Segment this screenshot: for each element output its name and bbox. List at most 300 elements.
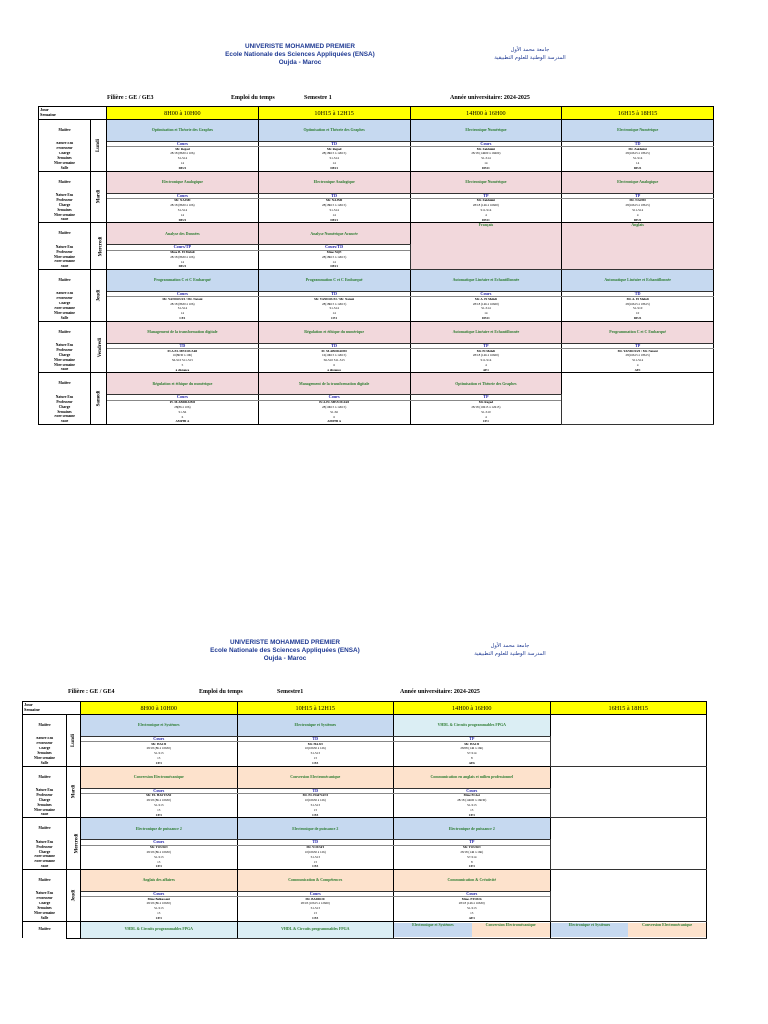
row-label: Nature Ens xyxy=(39,193,91,198)
row-label: Charge xyxy=(39,152,91,157)
detail-prof: Mr. NAJMI xyxy=(107,198,259,203)
detail-charge: 28(18h15 à 12h15) xyxy=(258,255,410,260)
detail-charge: 28(16h15 à 18h15) xyxy=(562,353,714,358)
row-label: Nature Ens xyxy=(23,891,67,896)
detail-type: Cours xyxy=(107,395,259,400)
detail-salle: CE3 xyxy=(81,865,238,870)
subject-cell xyxy=(258,171,410,193)
row-label: Nbre semaine xyxy=(23,756,67,761)
slot-header-row xyxy=(39,107,714,120)
detail-nbre: 14 xyxy=(107,161,259,166)
detail-weeks: S1-S13 xyxy=(81,855,238,860)
detail-nbre: 13 xyxy=(81,808,238,813)
subject-cell xyxy=(562,321,714,343)
detail-prof: Mr. HAJJI xyxy=(394,742,551,747)
row-label: Charge xyxy=(23,902,67,907)
detail-salle: CE3 xyxy=(237,761,394,766)
day-row-lundi xyxy=(39,120,714,142)
subject-name: Analyse des Données xyxy=(165,231,200,236)
day-name xyxy=(91,171,107,223)
detail-prof: Mr. EL HAFYANI xyxy=(237,793,394,798)
detail-charge: 28/18 (14h à 16h30) xyxy=(394,902,551,907)
detail-charge: 10(10h30 à 12h) xyxy=(237,747,394,752)
jour-label: Jour xyxy=(40,107,49,113)
day-label: Vendredi xyxy=(98,337,104,357)
detail-nbre: 4 xyxy=(562,213,714,218)
day-label: Jeudi xyxy=(71,889,77,902)
detail-type: TP xyxy=(562,193,714,198)
row-label: Nature Ens xyxy=(39,343,91,348)
detail-type: TP xyxy=(562,343,714,348)
row-label: Semaines xyxy=(23,751,67,756)
filiere-ge4: Filière : GE / GE4 xyxy=(68,689,115,695)
day-row-vendredi xyxy=(39,321,714,343)
annee-ge4: Année universitaire: 2024-2025 xyxy=(400,689,480,695)
row-label: Professeur xyxy=(39,297,91,302)
detail-nbre: 8 xyxy=(394,756,551,761)
day-name xyxy=(91,270,107,322)
row-label: Nbre semaine xyxy=(39,363,91,368)
row-label: Matière xyxy=(23,818,67,840)
detail-prof: Mr. Zakhnini xyxy=(562,147,714,152)
day-name xyxy=(91,223,107,270)
detail-weeks: S1-S13 xyxy=(237,906,394,911)
detail-type: Cours xyxy=(410,142,562,147)
row-label: Charge xyxy=(39,353,91,358)
subject-cell xyxy=(394,869,551,891)
detail-salle: DE21 xyxy=(258,265,410,270)
header-ge3 xyxy=(0,43,768,83)
detail-weeks: S1-S10 xyxy=(562,307,714,312)
row-label: Salle xyxy=(39,265,91,270)
jour-semaine-cell xyxy=(23,702,81,715)
subject-cell xyxy=(81,818,238,840)
day-name xyxy=(67,869,81,921)
day-row-mercredi xyxy=(39,223,714,245)
subject-name: Programmation C et C Embarqué xyxy=(154,278,211,283)
row-label: Salle xyxy=(39,316,91,321)
detail-type: TD xyxy=(562,292,714,297)
row-label: Professeur xyxy=(39,147,91,152)
detail-charge: 28/18 (8h à 10h30) xyxy=(81,850,238,855)
detail-nbre: 14 xyxy=(107,213,259,218)
day-label: Lundi xyxy=(96,138,102,152)
detail-weeks: S7-S14 xyxy=(394,855,551,860)
subject-name: Communication en anglais et milieu professionnel xyxy=(430,774,514,779)
detail-nbre: 13 xyxy=(394,911,551,916)
detail-type: Cours xyxy=(394,788,551,793)
subject-cell xyxy=(562,223,714,270)
slot-header: 14H00 à 16H00 xyxy=(410,107,562,120)
detail-type: TD xyxy=(258,292,410,297)
subject-cell xyxy=(562,171,714,193)
day-label: Jeudi xyxy=(96,289,102,302)
title-ge4: Emploi du temps xyxy=(199,689,243,695)
detail-charge: 28(10h15 à 12h15) xyxy=(258,405,410,410)
detail-weeks: S11-S14 xyxy=(562,358,714,363)
row-label: Salle xyxy=(23,916,67,921)
detail-prof: Mme NQE xyxy=(258,250,410,255)
detail-charge: 28(16h15 à 18h15) xyxy=(562,152,714,157)
day-name xyxy=(91,120,107,172)
row-label: Semaines xyxy=(23,906,67,911)
row-label: Charge xyxy=(39,405,91,410)
detail-type: TD xyxy=(237,788,394,793)
row-label: Professeur xyxy=(23,793,67,798)
row-label: Professeur xyxy=(23,897,67,902)
detail-salle: AE6 xyxy=(394,761,551,766)
subject-name: Anglais des affaires xyxy=(142,878,175,883)
subject-name: Electronique Analogique xyxy=(313,179,355,184)
split-cell xyxy=(394,921,551,938)
detail-charge: 28/18 (14h00 à 16h30) xyxy=(394,798,551,803)
detail-salle: AE1 xyxy=(410,368,562,373)
university-name: UNIVERISTE MOHAMMED PREMIER xyxy=(229,639,341,646)
subject-name: Programmation C et C Embarqué xyxy=(609,329,666,334)
day-label: Mercredi xyxy=(98,236,104,257)
subject-name: Electronique Analogique xyxy=(617,179,659,184)
detail-nbre: 5 xyxy=(107,363,259,368)
detail-prof: Mr. BADDOU xyxy=(237,897,394,902)
subject-cell xyxy=(410,373,562,395)
detail-prof: Mme Belkassani xyxy=(81,897,238,902)
row-label: Salle xyxy=(39,166,91,171)
detail-nbre: 6 xyxy=(107,415,259,420)
row-label: Nbre semaine xyxy=(23,911,67,916)
row-label: Charge xyxy=(39,302,91,307)
city-name: Oujda - Maroc xyxy=(278,59,322,66)
subject-name: Electronique Analogique xyxy=(161,179,203,184)
subject-cell xyxy=(258,373,410,395)
detail-prof: Mme. ETOUK xyxy=(394,897,551,902)
detail-weeks: S1-S13 xyxy=(81,751,238,756)
detail-prof: Mr. EL HAFYANI xyxy=(81,793,238,798)
detail-nbre: 13 xyxy=(237,756,394,761)
detail-salle: DE21 xyxy=(562,218,714,223)
subject-cell xyxy=(410,171,562,193)
subject-name: Electronique et Systèmes xyxy=(294,723,336,728)
detail-nbre: 14 xyxy=(258,213,410,218)
slot-header: 10H15 à 12H15 xyxy=(258,107,410,120)
detail-prof: Mme B. El Mehdi xyxy=(107,250,259,255)
detail-prof: Mr. A. El Mehdi xyxy=(562,297,714,302)
detail-weeks: S1-S14 xyxy=(107,208,259,213)
detail-weeks: S1-S14 xyxy=(258,156,410,161)
subject-name: Management de la transformation digitale xyxy=(299,381,370,386)
detail-charge: 28/18 (14h à 16h00) xyxy=(410,203,562,208)
detail-charge: 28/18 (10h15 à 12h00) xyxy=(237,902,394,907)
detail-prof: Pr.A.EL MEZOUARI xyxy=(258,400,410,405)
detail-salle: CE3 xyxy=(81,761,238,766)
subject-cell xyxy=(237,818,394,840)
detail-charge: 28/18 (14h00 à 16h00) xyxy=(410,152,562,157)
detail-charge: 10(10h30 à 12h) xyxy=(237,850,394,855)
row-label: Salle xyxy=(23,813,67,818)
detail-nbre: 14 xyxy=(258,311,410,316)
timetable-ge4 xyxy=(22,701,707,939)
detail-weeks: S1-S13 xyxy=(394,803,551,808)
detail-salle: DE21 xyxy=(258,166,410,171)
subject-name: Electronique Numérique xyxy=(617,128,659,133)
subject-name: Electronique de puissance 2 xyxy=(135,826,182,831)
detail-nbre: 13 xyxy=(394,808,551,813)
detail-type: TP xyxy=(394,737,551,742)
detail-salle: CE3 xyxy=(237,916,394,921)
slot-header-row xyxy=(23,702,707,715)
detail-prof: Mr. HAJJI xyxy=(237,742,394,747)
row-label: Professeur xyxy=(39,198,91,203)
row-label: Salle xyxy=(39,368,91,373)
detail-salle: DE21 xyxy=(107,265,259,270)
row-label: Nbre semaine xyxy=(39,358,91,363)
detail-type: TD xyxy=(107,343,259,348)
detail-nbre: 4 xyxy=(410,363,562,368)
slot-header: 14H00 à 16H00 xyxy=(394,702,551,715)
row-label: Matière xyxy=(23,766,67,788)
day-name xyxy=(91,373,107,425)
row-label: Semaines xyxy=(23,803,67,808)
empty-slot xyxy=(550,715,707,767)
detail-salle: DE21 xyxy=(410,218,562,223)
detail-nbre: 13 xyxy=(81,911,238,916)
detail-weeks: S1-S13 xyxy=(81,906,238,911)
row-label: Salle xyxy=(23,865,67,870)
empty-slot xyxy=(562,373,714,425)
detail-nbre: 13 xyxy=(81,756,238,761)
detail-type: Cours xyxy=(107,142,259,147)
day-row-mardi xyxy=(23,766,707,788)
detail-salle: DE21 xyxy=(562,316,714,321)
detail-prof: Mr. NAJMI xyxy=(562,198,714,203)
split-cell xyxy=(550,921,707,938)
subject-cell xyxy=(410,223,562,270)
subject-name: Optimisation et Théorie des Graphes xyxy=(455,381,517,386)
detail-prof: Mr. YANDOUZI / Mr. Natani xyxy=(562,348,714,353)
detail-salle: CE3 xyxy=(394,865,551,870)
row-label: Matière xyxy=(39,171,91,193)
slot-header: 16H15 à 18H15 xyxy=(562,107,714,120)
detail-prof: Mr. YANDOUZI / Mr. Natani xyxy=(258,297,410,302)
subject-name: VHDL & Circuits programmables FPGA xyxy=(437,723,506,728)
day-row-mercredi xyxy=(23,818,707,840)
detail-prof: Mr. Zakhnini xyxy=(410,198,562,203)
row-label: Nbre semaine xyxy=(39,311,91,316)
detail-type: Cours xyxy=(410,292,562,297)
detail-salle: AMPHI A xyxy=(107,420,259,425)
detail-salle: à distance xyxy=(258,368,410,373)
row-label: Nbre semaine xyxy=(39,161,91,166)
detail-salle: CE3 xyxy=(394,813,551,818)
day-name xyxy=(67,766,81,818)
row-label: Nature Ens xyxy=(23,840,67,845)
row-label: Semaines xyxy=(39,156,91,161)
day-row-samedi xyxy=(39,373,714,395)
detail-weeks: S1-S14 xyxy=(107,156,259,161)
detail-weeks: S11-S14 xyxy=(410,358,562,363)
subject-cell xyxy=(237,869,394,891)
subject-cell xyxy=(394,766,551,788)
row-label: Nbre semaine xyxy=(23,855,67,860)
day-name xyxy=(67,921,81,938)
detail-type: Cours xyxy=(81,840,238,845)
row-label: Nbre semaine xyxy=(39,307,91,312)
row-label: Nbre semaine xyxy=(39,415,91,420)
detail-prof: Mr. Regad xyxy=(410,400,562,405)
subject-name: Automatique Linéaire et Echantillonnée xyxy=(452,329,520,334)
semestre-ge4: Semestre1 xyxy=(277,689,304,695)
detail-prof: Mme El Aoi xyxy=(394,793,551,798)
subject-cell xyxy=(237,715,394,737)
detail-type: TD xyxy=(258,142,410,147)
semestre-ge3: Semestre 1 xyxy=(304,95,332,101)
detail-type: TD xyxy=(258,343,410,348)
detail-charge: 16(10h15 à 12h15) xyxy=(258,353,410,358)
detail-type: TD xyxy=(562,142,714,147)
subject-name: Automatique Linéaire et Echantillonnée xyxy=(604,278,671,283)
detail-salle: CE3 xyxy=(81,813,238,818)
subject-name: Conversion Electromécanique xyxy=(290,774,341,779)
row-label: Semaines xyxy=(39,208,91,213)
row-label: Professeur xyxy=(23,845,67,850)
detail-prof: Mr. A. El Mehdi xyxy=(410,297,562,302)
subject-cell xyxy=(394,818,551,840)
row-label: Nbre semaine xyxy=(23,860,67,865)
detail-weeks: S1-S13 xyxy=(237,751,394,756)
subject-cell: VHDL & Circuits programmables FPGA xyxy=(237,921,394,938)
detail-nbre: 14 xyxy=(258,260,410,265)
subject-name: Electronique Numérique xyxy=(465,179,507,184)
day-name xyxy=(67,715,81,767)
row-label: Matière xyxy=(39,270,91,292)
subject-cell xyxy=(562,120,714,142)
row-label: Charge xyxy=(39,203,91,208)
row-label: Nbre semaine xyxy=(23,808,67,813)
row-label: Nature Ens xyxy=(39,395,91,400)
subject-cell xyxy=(107,120,259,142)
subject-cell xyxy=(81,766,238,788)
detail-weeks: S1-S13 xyxy=(81,803,238,808)
detail-weeks: S1-S14 xyxy=(258,208,410,213)
subject-name: Automatique Linéaire et Echantillonnée xyxy=(452,278,520,283)
row-label: Matière xyxy=(23,715,67,737)
row-label: Charge xyxy=(23,747,67,752)
detail-weeks: S11-S14 xyxy=(562,208,714,213)
arabic-university: جامعة محمد الأول xyxy=(490,643,530,649)
detail-prof: Mr. El Mehdi xyxy=(410,348,562,353)
detail-salle: DE21 xyxy=(410,316,562,321)
detail-prof: Mr. NAJMI xyxy=(258,198,410,203)
detail-weeks: S11-S14 xyxy=(410,208,562,213)
detail-nbre: 14 xyxy=(410,311,562,316)
subject-name: Conversion Electromécanique xyxy=(628,923,706,937)
row-label: Matière xyxy=(39,321,91,343)
arabic-school: المدرسة الوطنية للعلوم التطبيقية xyxy=(494,55,566,61)
detail-charge: 28/18 (8h à 10h30) xyxy=(81,902,238,907)
subject-cell xyxy=(410,120,562,142)
detail-salle: AE3 xyxy=(394,916,551,921)
row-label: Matière xyxy=(39,120,91,142)
detail-prof: Pr. M.ABDDAIMI xyxy=(107,400,259,405)
detail-nbre: 8 xyxy=(394,860,551,865)
detail-type: TP xyxy=(410,343,562,348)
detail-nbre: 13 xyxy=(81,860,238,865)
row-label: Nature Ens xyxy=(39,292,91,297)
row-label: Nbre semaine xyxy=(39,260,91,265)
subject-name: Anglais xyxy=(631,223,644,228)
filiere-ge3: Filière : GE / GE3 xyxy=(107,95,154,101)
subject-cell: VHDL & Circuits programmables FPGA xyxy=(81,921,238,938)
detail-type: TP xyxy=(410,193,562,198)
day-row-jeudi xyxy=(39,270,714,292)
subject-name: Communication & Créativité xyxy=(447,878,497,883)
detail-weeks: S1-S14 xyxy=(107,307,259,312)
detail-type: TD xyxy=(258,193,410,198)
subject-cell xyxy=(107,373,259,395)
detail-prof: Pr.A.EL MEZOUARI xyxy=(107,348,259,353)
arabic-university: جامعة محمد الأول xyxy=(510,47,550,53)
detail-charge: 28/18 (10h15 à 12h15) xyxy=(410,405,562,410)
subject-name: Analyse Numérique Avancée xyxy=(310,231,358,236)
row-label: Charge xyxy=(23,798,67,803)
detail-nbre: 14 xyxy=(258,161,410,166)
subject-name: Communication & Compétences xyxy=(288,878,343,883)
subject-cell xyxy=(107,270,259,292)
subject-name: Programmation C et C Embarqué xyxy=(305,278,363,283)
subject-name: Conversion Electromécanique xyxy=(472,923,550,937)
row-label: Semaines xyxy=(39,410,91,415)
detail-type: Cours xyxy=(394,891,551,896)
detail-charge: 28/18 (14h à 16h) xyxy=(394,850,551,855)
subject-name: Conversion Electromécanique xyxy=(133,774,184,779)
day-label: Mardi xyxy=(96,190,102,204)
day-label: Mercredi xyxy=(74,833,80,854)
detail-salle: CE1 xyxy=(410,420,562,425)
subject-name: Electronique et Systèmes xyxy=(138,723,180,728)
detail-salle: CE3 xyxy=(237,813,394,818)
subject-cell xyxy=(107,171,259,193)
detail-prof: Mr. YOUSFI xyxy=(237,845,394,850)
subject-cell xyxy=(258,120,410,142)
detail-weeks: S6-S10 S11-S15 xyxy=(107,358,259,363)
city-name: Oujda - Maroc xyxy=(263,655,307,662)
school-name: Ecole Nationale des Sciences Appliquées (ENSA) xyxy=(225,51,375,58)
subject-cell xyxy=(107,321,259,343)
title-ge3: Emploi du temps xyxy=(231,95,275,101)
row-label: Professeur xyxy=(39,348,91,353)
subject-cell xyxy=(562,270,714,292)
detail-type: Cours/TD xyxy=(258,245,410,250)
detail-salle: DE21 xyxy=(258,218,410,223)
detail-nbre: 14 xyxy=(410,161,562,166)
day-label: Mardi xyxy=(71,785,77,799)
detail-charge: 28/18 (14h à 16h00) xyxy=(410,302,562,307)
subject-name: Electronique de puissance 2 xyxy=(292,826,339,831)
detail-charge: 28/18 (8h30 à 10h) xyxy=(107,203,259,208)
jour-semaine-cell xyxy=(39,107,107,120)
detail-prof: Mr. Regad xyxy=(107,147,259,152)
subject-cell xyxy=(258,321,410,343)
arabic-school: المدرسة الوطنية للعلوم التطبيقية xyxy=(474,651,546,657)
detail-type: TP xyxy=(394,840,551,845)
day-name xyxy=(67,818,81,870)
detail-salle: DE21 xyxy=(107,218,259,223)
row-label: Professeur xyxy=(23,742,67,747)
day-row-jeudi xyxy=(23,869,707,891)
detail-weeks: S1-S13 xyxy=(237,803,394,808)
detail-type: Cours/TP xyxy=(107,245,259,250)
subject-cell xyxy=(410,321,562,343)
detail-charge: 28/18 (14h à 16h00) xyxy=(410,353,562,358)
